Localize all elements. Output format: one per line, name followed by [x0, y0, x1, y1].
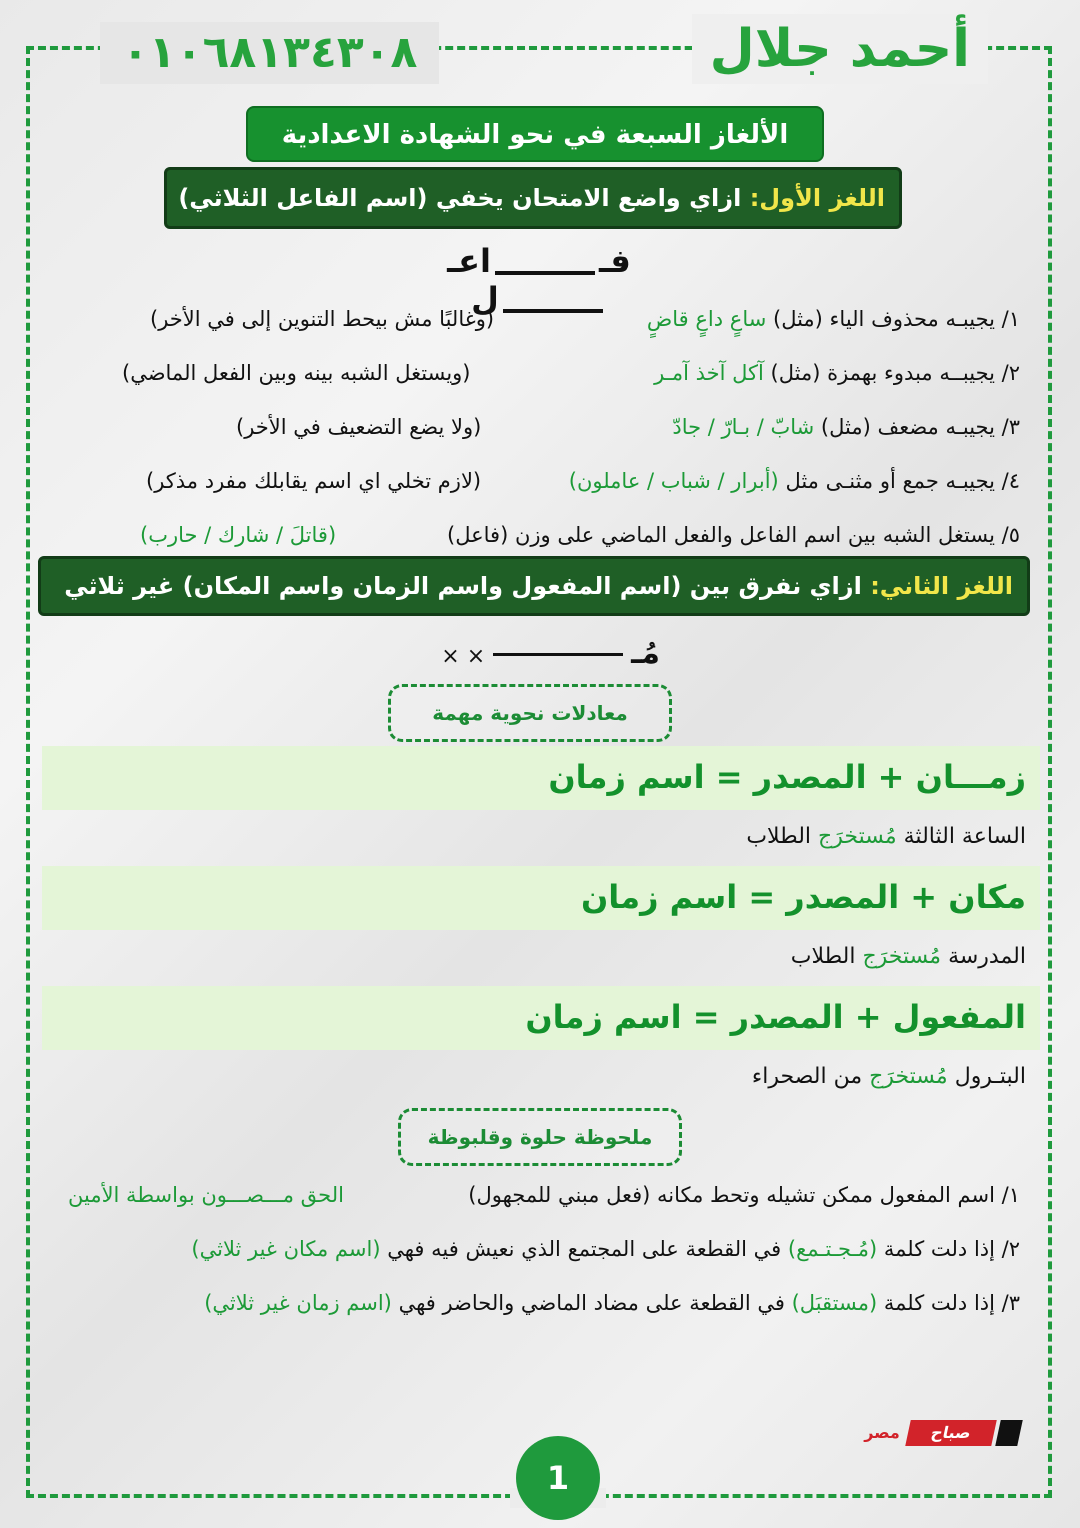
pattern-x: × ×	[441, 644, 486, 669]
note-2-suffix: في القطعة على المجتمع الذي نعيش فيه فهي	[387, 1237, 782, 1261]
equation-2-example	[791, 944, 1026, 969]
rule-4-examples: (أبرار / شباب / عاملون)	[568, 469, 779, 493]
pattern-ain: عـ	[447, 242, 480, 280]
author-name: أحمد جلال	[692, 14, 988, 84]
rule-3-prefix: ٣/ يجيبـه مضعف (مثل)	[820, 415, 1020, 439]
equation-2: مكان + المصدر = اسم زمان	[42, 866, 1040, 930]
note-2	[191, 1232, 1020, 1266]
rule-5-examples: (قاتلَ / شارك / حارب)	[140, 523, 337, 547]
riddle-2-heading	[38, 556, 1030, 616]
rule-2-examples: آكل آخذ آمـر	[654, 361, 764, 385]
rule-1-prefix: ١/ يجيبـه محذوف الياء (مثل)	[773, 307, 1020, 331]
mu-pattern	[420, 636, 660, 676]
note-2-highlight: (مُـجـتـمع)	[787, 1237, 878, 1261]
example-2-post: الطلاب	[790, 944, 856, 969]
example-2-pre: المدرسة	[948, 944, 1026, 969]
example-3-word: مُستخرَج	[869, 1064, 948, 1089]
page-title: الألغاز السبعة في نحو الشهادة الاعدادية	[246, 106, 824, 162]
riddle-1-label: اللغز الأول:	[749, 184, 885, 212]
equations-section-label: معادلات نحوية مهمة	[388, 684, 672, 742]
pattern-fa: فـ	[598, 242, 631, 280]
example-1-pre: الساعة الثالثة	[903, 824, 1026, 849]
logo-word-1: صباح	[905, 1420, 997, 1446]
example-1-post: الطلاب	[746, 824, 812, 849]
logo-word-2: مصر	[864, 1423, 900, 1442]
rule-4-note: (لازم تخلي اي اسم يقابلك مفرد مذكر)	[146, 469, 482, 493]
page-number: 1	[516, 1436, 600, 1520]
rule-4	[569, 464, 1020, 498]
note-3-end: (اسم زمان غير ثلاثي)	[204, 1291, 392, 1315]
rule-2-note: (ويستغل الشبه بينه وبين الفعل الماضي)	[122, 361, 471, 385]
rule-5-prefix: ٥/ يستغل الشبه بين اسم الفاعل والفعل الماضي على وزن (فاعل)	[447, 523, 1020, 547]
example-1-word: مُستخرَج	[818, 824, 897, 849]
note-1: ١/ اسم المفعول ممكن تشيله وتحط مكانه (فعل مبني للمجهول)	[468, 1183, 1020, 1207]
pattern-lam: ل	[471, 280, 499, 318]
note-section-label: ملحوظة حلوة وقلبوظة	[398, 1108, 682, 1166]
note-2-end: (اسم مكان غير ثلاثي)	[191, 1237, 381, 1261]
equation-1: زمـــان + المصدر = اسم زمان	[42, 746, 1040, 810]
example-2-word: مُستخرَج	[862, 944, 942, 969]
rule-4-prefix: ٤/ يجيبـه جمع أو مثنـى مثل	[785, 469, 1020, 493]
example-3-post: من الصحراء	[751, 1064, 863, 1089]
example-3-pre: البتـرول	[954, 1064, 1026, 1089]
note-3-suffix: في القطعة على مضاد الماضي والحاضر فهي	[398, 1291, 785, 1315]
rule-3	[672, 410, 1020, 444]
pattern-alef: ا	[479, 242, 491, 280]
riddle-1-heading	[164, 167, 902, 229]
rule-1	[647, 302, 1020, 336]
rule-5	[447, 518, 1020, 552]
rule-3-note: (ولا يضع التضعيف في الأخر)	[236, 415, 482, 439]
phone-number: ٠١٠٦٨١٣٤٣٠٨	[100, 22, 439, 84]
publisher-logo	[858, 1418, 1028, 1450]
equation-3-example	[752, 1064, 1026, 1089]
note-3	[204, 1286, 1020, 1320]
riddle-1-text: ازاي واضع الامتحان يخفي (اسم الفاعل الثلاثي)	[178, 184, 742, 212]
equation-1-example	[746, 824, 1026, 849]
equation-3: المفعول + المصدر = اسم زمان	[42, 986, 1040, 1050]
logo-stripe	[995, 1420, 1023, 1446]
pattern-mu: مُـ	[631, 636, 660, 671]
rule-2-prefix: ٢/ يجيبــه مبدوء بهمزة (مثل)	[770, 361, 1020, 385]
rule-3-examples: شابّ / بـارّ / جادّ	[672, 415, 815, 439]
note-2-prefix: ٢/ إذا دلت كلمة	[883, 1237, 1020, 1261]
note-3-prefix: ٣/ إذا دلت كلمة	[883, 1291, 1020, 1315]
rule-1-examples: ساعٍ داعٍ قاضٍ	[646, 307, 767, 331]
note-3-highlight: (مستقبَل)	[791, 1291, 878, 1315]
riddle-2-text: ازاي نفرق بين (اسم المفعول واسم الزمان واسم المكان) غير ثلاثي	[64, 572, 862, 600]
rule-1-note: (وغالبًا مش بيحط التنوين إلى في الأخر)	[150, 307, 495, 331]
riddle-2-label: اللغز الثاني:	[870, 572, 1013, 600]
note-1-highlight: الحق مـــصـــون بواسطة الأمين	[68, 1183, 344, 1207]
rule-2	[654, 356, 1020, 390]
